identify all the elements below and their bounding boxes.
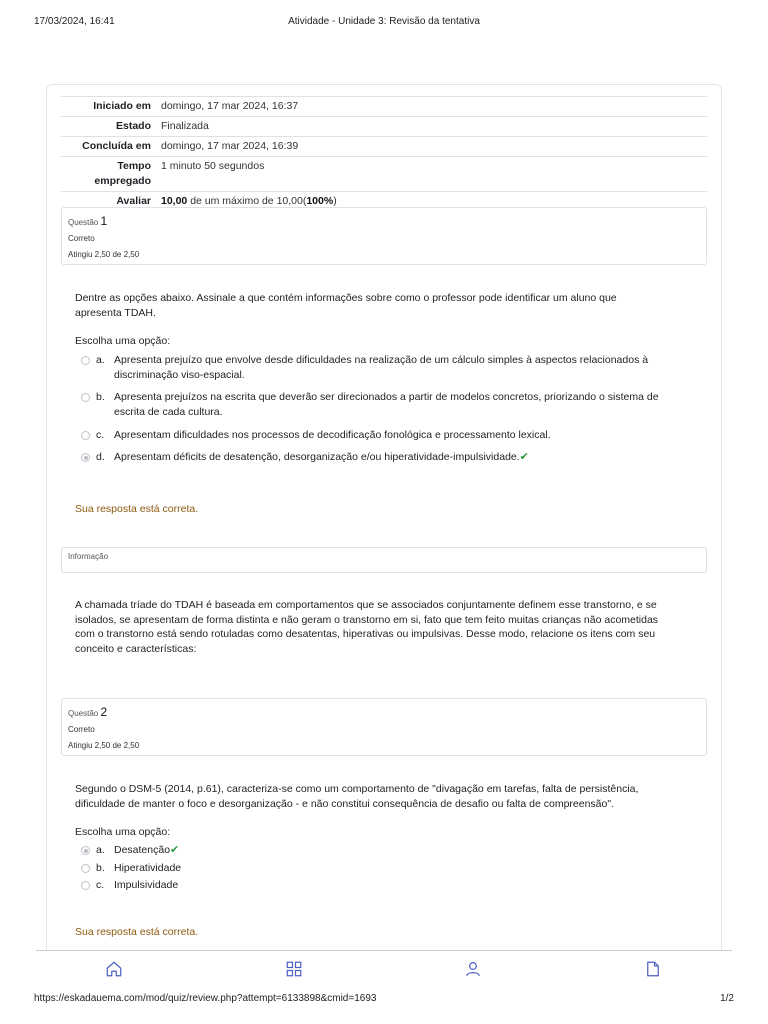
grade-percent: 100% bbox=[306, 195, 334, 207]
radio-button[interactable] bbox=[81, 431, 90, 440]
radio-button[interactable] bbox=[81, 864, 90, 873]
question-1-state: Correto bbox=[68, 234, 95, 243]
question-label: Questão bbox=[68, 218, 99, 227]
state-value: Finalizada bbox=[161, 120, 209, 132]
question-2-text bbox=[75, 782, 695, 811]
question-1-grade: Atingiu 2,50 de 2,50 bbox=[68, 250, 140, 259]
option-text bbox=[114, 390, 697, 420]
started-value: domingo, 17 mar 2024, 16:37 bbox=[161, 100, 299, 112]
question-1-option-d[interactable] bbox=[81, 450, 697, 465]
option-letter: a. bbox=[96, 354, 105, 366]
grade-score: 10,00 bbox=[161, 195, 188, 207]
summary-row-time bbox=[61, 156, 707, 191]
home-icon[interactable] bbox=[105, 960, 123, 978]
option-text: Hiperatividade bbox=[114, 862, 182, 874]
page-url: https://eskadauema.com/mod/quiz/review.php?attempt=6133898&cmid=1693 bbox=[34, 993, 377, 1004]
option-text bbox=[114, 843, 697, 858]
question-number: 1 bbox=[100, 214, 108, 228]
state-label: Estado bbox=[115, 120, 151, 132]
option-letter: d. bbox=[96, 451, 105, 463]
question-1-text-line: apresenta TDAH. bbox=[75, 306, 156, 319]
attempt-summary-table bbox=[61, 96, 707, 211]
information-label: Informação bbox=[68, 552, 109, 561]
print-page-title: Atividade - Unidade 3: Revisão da tentativa bbox=[288, 16, 480, 27]
question-1-option-b[interactable] bbox=[81, 390, 697, 420]
radio-button-selected[interactable] bbox=[81, 846, 90, 855]
profile-icon[interactable] bbox=[464, 960, 482, 978]
option-text bbox=[114, 450, 697, 465]
option-letter: c. bbox=[96, 429, 105, 441]
question-1-info bbox=[61, 207, 707, 265]
information-header bbox=[61, 547, 707, 573]
question-label: Questão bbox=[68, 709, 99, 718]
bottom-navigation bbox=[36, 950, 732, 988]
option-text: Apresentam dificuldades nos processos de decodificação fonológica e processamento lexical. bbox=[114, 429, 551, 441]
print-datetime: 17/03/2024, 16:41 bbox=[34, 16, 115, 27]
time-label bbox=[61, 159, 161, 189]
option-text-line: discriminação viso-espacial. bbox=[114, 369, 245, 381]
question-2-option-b[interactable] bbox=[81, 861, 697, 876]
option-text: Impulsividade bbox=[114, 879, 179, 891]
information-text-line: A chamada tríade do TDAH é baseada em comportamentos que se associados conjuntamente definem esse transtorno, e se bbox=[75, 599, 657, 611]
question-2-prompt: Escolha uma opção: bbox=[75, 826, 171, 838]
correct-check-icon: ✔ bbox=[170, 844, 180, 856]
option-letter: b. bbox=[96, 862, 105, 874]
information-text bbox=[75, 598, 695, 656]
grade-max: de um máximo de 10,00( bbox=[187, 195, 307, 207]
question-1-feedback: Sua resposta está correta. bbox=[75, 503, 199, 515]
summary-row-state bbox=[61, 116, 707, 136]
question-2-option-a[interactable] bbox=[81, 843, 697, 858]
radio-button[interactable] bbox=[81, 881, 90, 890]
time-value: 1 minuto 50 segundos bbox=[161, 160, 265, 172]
print-header bbox=[34, 16, 734, 30]
question-1-text-line: Dentre as opções abaixo. Assinale a que contém informações sobre como o professor pode identificar um aluno que bbox=[75, 292, 617, 304]
question-1-option-a[interactable] bbox=[81, 353, 697, 383]
question-1-prompt: Escolha uma opção: bbox=[75, 335, 171, 347]
question-2-grade: Atingiu 2,50 de 2,50 bbox=[68, 741, 140, 750]
information-text-line: com o transtorno está sendo rotuladas como desatentas, hiperativas ou impulsivas. Desse modo, relacione os itens com seu bbox=[75, 628, 656, 640]
question-2-state: Correto bbox=[68, 725, 95, 734]
option-text-line: Desatenção bbox=[114, 844, 171, 856]
print-footer bbox=[34, 993, 734, 1007]
completed-label: Concluída em bbox=[82, 140, 151, 152]
information-text-line: conceito e características: bbox=[75, 642, 197, 655]
information-text-line: isolados, se apresentam de forma distinta e não geram o transtorno em si, fato que tem feito muitas crianças não acometidas bbox=[75, 613, 659, 626]
question-1-text bbox=[75, 291, 695, 320]
option-letter: b. bbox=[96, 391, 105, 403]
page-number: 1/2 bbox=[720, 993, 734, 1004]
completed-value: domingo, 17 mar 2024, 16:39 bbox=[161, 140, 299, 152]
option-text-line: Apresentam déficits de desatenção, desorganização e/ou hiperatividade-impulsividade. bbox=[114, 451, 520, 463]
option-letter: c. bbox=[96, 879, 105, 891]
question-2-number bbox=[68, 704, 700, 722]
radio-button[interactable] bbox=[81, 393, 90, 402]
question-2-option-c[interactable] bbox=[81, 878, 697, 893]
option-text bbox=[114, 353, 697, 383]
summary-row-completed bbox=[61, 136, 707, 156]
option-text-line: Apresenta prejuízos na escrita que deverão ser direcionados a partir de modelos concretos, priorizando o sistema de bbox=[114, 391, 659, 403]
option-text-line: Apresenta prejuízo que envolve desde dificuldades na realização de um cálculo simples à aspectos relacionados à bbox=[114, 354, 649, 366]
grade-close: ) bbox=[333, 195, 337, 207]
question-1-number bbox=[68, 213, 700, 231]
question-2-text-line: Segundo o DSM-5 (2014, p.61), caracteriza-se como um comportamento de "divagação em tarefas, falta de persistência, bbox=[75, 783, 639, 795]
file-icon[interactable] bbox=[644, 960, 662, 978]
time-label-line1: Tempo bbox=[117, 160, 151, 172]
radio-button-selected[interactable] bbox=[81, 453, 90, 462]
question-2-info bbox=[61, 698, 707, 756]
option-text-line: escrita de cada cultura. bbox=[114, 406, 223, 418]
time-label-line2: empregado bbox=[94, 175, 151, 187]
question-2-feedback: Sua resposta está correta. bbox=[75, 926, 199, 938]
question-2-text-line: dificuldade de manter o foco e desorganização - e não constitui consequência de desafio ou falta de compreensão". bbox=[75, 797, 614, 810]
option-letter: a. bbox=[96, 844, 105, 856]
grade-label: Avaliar bbox=[116, 195, 151, 207]
summary-row-started bbox=[61, 96, 707, 116]
radio-button[interactable] bbox=[81, 356, 90, 365]
correct-check-icon: ✔ bbox=[519, 451, 529, 463]
dashboard-icon[interactable] bbox=[285, 960, 303, 978]
question-1-option-c[interactable] bbox=[81, 428, 697, 443]
question-number: 2 bbox=[100, 705, 108, 719]
started-label: Iniciado em bbox=[93, 100, 151, 112]
